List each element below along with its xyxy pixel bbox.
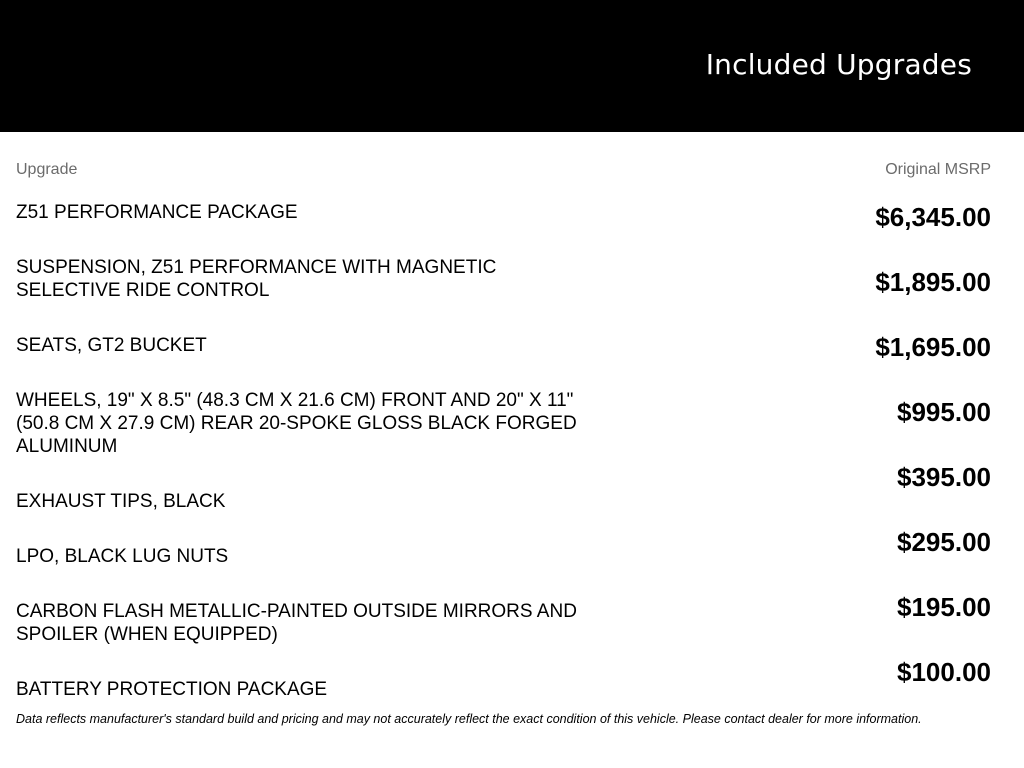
upgrade-name: SEATS, GT2 BUCKET — [16, 335, 207, 356]
upgrade-name: CARBON FLASH METALLIC-PAINTED OUTSIDE MIRRORS AND SPOILER (WHEN EQUIPPED) — [16, 601, 577, 645]
disclaimer-text: Data reflects manufacturer's standard build and pricing and may not accurately reflect the exact condition of this vehicle. Please contact dealer for more information. — [16, 712, 922, 726]
upgrade-name: BATTERY PROTECTION PACKAGE — [16, 679, 328, 700]
upgrade-price: $295.00 — [897, 527, 991, 557]
upgrade-name: WHEELS, 19" X 8.5" (48.3 CM X 21.6 CM) FRONT AND 20" X 11" (50.8 CM X 27.9 CM) REAR 20-SPOKE GLOSS BLACK FORGED ALUMINUM — [16, 390, 577, 457]
column-header-msrp: Original MSRP — [885, 161, 991, 178]
upgrade-price: $6,345.00 — [875, 202, 991, 232]
upgrade-price: $100.00 — [897, 657, 991, 687]
page-title: Included Upgrades — [705, 48, 972, 81]
upgrade-names-list — [16, 200, 596, 732]
upgrade-price: $1,895.00 — [875, 267, 991, 297]
upgrade-name: SUSPENSION, Z51 PERFORMANCE WITH MAGNETIC SELECTIVE RIDE CONTROL — [16, 257, 497, 301]
header-bar — [0, 0, 1024, 132]
upgrade-name: Z51 PERFORMANCE PACKAGE — [16, 202, 298, 223]
upgrade-prices-list — [691, 200, 991, 720]
upgrade-name: EXHAUST TIPS, BLACK — [16, 491, 226, 512]
upgrade-price: $195.00 — [897, 592, 991, 622]
upgrade-price: $395.00 — [897, 462, 991, 492]
upgrade-name: LPO, BLACK LUG NUTS — [16, 546, 229, 567]
upgrade-price: $995.00 — [897, 397, 991, 427]
column-header-upgrade: Upgrade — [16, 161, 78, 178]
upgrade-price: $1,695.00 — [875, 332, 991, 362]
